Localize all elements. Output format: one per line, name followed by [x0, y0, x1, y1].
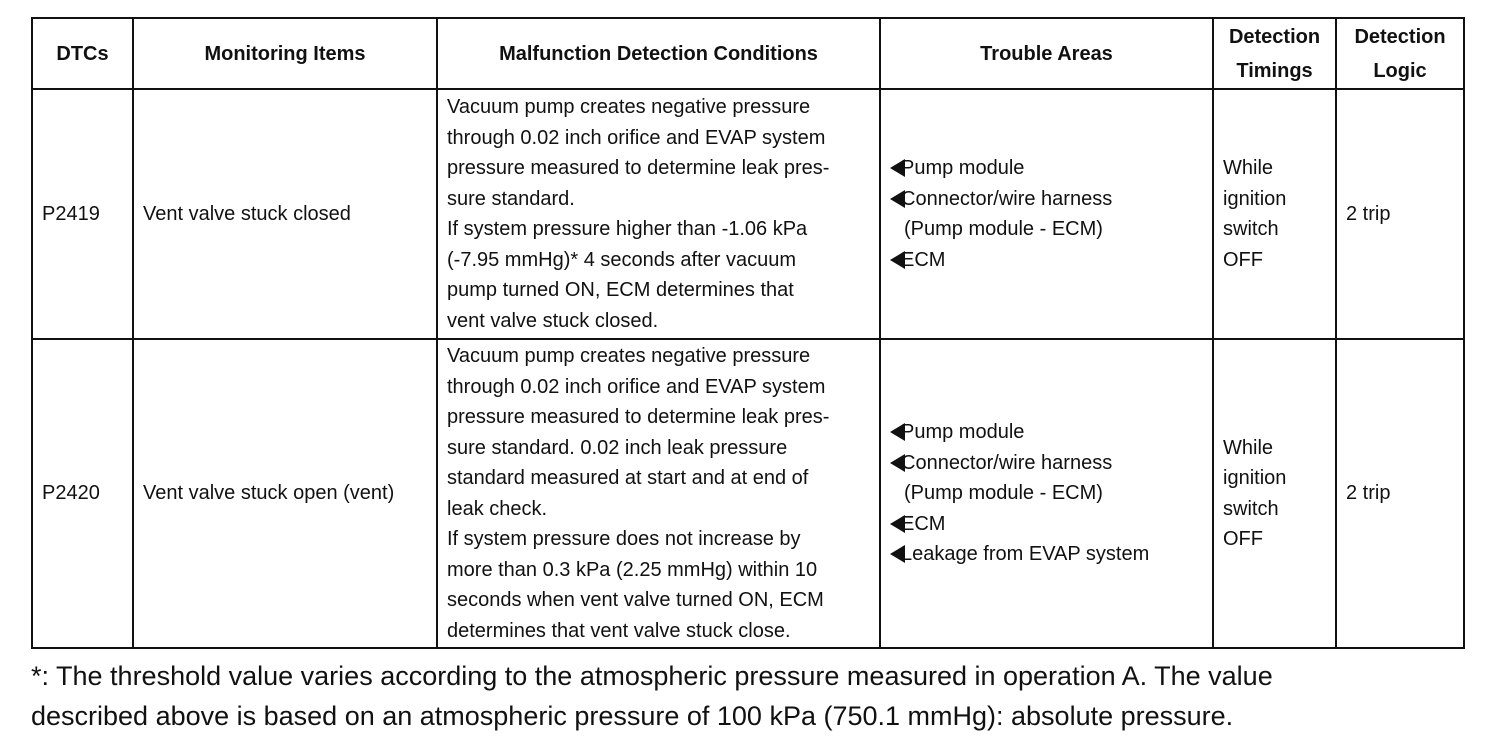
condition-line: standard measured at start and at end of	[447, 467, 809, 489]
header-detection-logic	[1336, 18, 1464, 89]
table-row	[32, 89, 1464, 339]
condition-line: determines that vent valve stuck close.	[447, 619, 791, 642]
trouble-area-item: ECM	[890, 245, 1203, 276]
trouble-area-continuation: (Pump module - ECM)	[904, 482, 1103, 505]
footnote	[31, 656, 1471, 736]
table-row	[32, 339, 1464, 648]
trouble-areas	[880, 339, 1213, 648]
condition-line: Vacuum pump creates negative pressure	[447, 345, 811, 367]
footnote-line: described above is based on an atmospheric pressure of 100 kPa (750.1 mmHg): absolute pressure.	[31, 701, 1234, 731]
dtc-table	[31, 17, 1465, 649]
condition-line: If system pressure higher than -1.06 kPa	[447, 218, 808, 240]
condition-line: sure standard.	[447, 187, 575, 210]
detection-logic: 2 trip	[1336, 339, 1464, 648]
condition-line: more than 0.3 kPa (2.25 mmHg) within 10	[447, 558, 818, 581]
header-logic-line1: Detection	[1354, 25, 1446, 48]
trouble-area-item: ECM	[890, 509, 1203, 540]
condition-line: vent valve stuck closed.	[447, 309, 659, 332]
header-monitoring-items: Monitoring Items	[133, 18, 437, 89]
header-logic-line2: Logic	[1373, 59, 1427, 82]
trouble-area-item: Connector/wire harness	[890, 184, 1203, 215]
condition-line: leak check.	[447, 497, 548, 520]
detection-logic: 2 trip	[1336, 89, 1464, 339]
header-timings-line2: Timings	[1236, 59, 1313, 82]
condition-line: sure standard. 0.02 inch leak pressure	[447, 436, 788, 459]
timing-line: OFF	[1223, 248, 1263, 271]
condition-line: seconds when vent valve turned ON, ECM	[447, 589, 824, 611]
trouble-areas	[880, 89, 1213, 339]
footnote-line: *: The threshold value varies according to the atmospheric pressure measured in operation A. The value	[31, 661, 1273, 691]
header-trouble-areas: Trouble Areas	[880, 18, 1213, 89]
condition-line: If system pressure does not increase by	[447, 528, 801, 550]
condition-line: pump turned ON, ECM determines that	[447, 279, 794, 301]
timing-line: ignition	[1223, 467, 1287, 489]
trouble-area-item: Pump module	[890, 417, 1203, 448]
header-dtcs: DTCs	[32, 18, 133, 89]
timing-line: OFF	[1223, 528, 1263, 550]
trouble-area-item: Leakage from EVAP system	[890, 539, 1203, 570]
timing-line: While	[1223, 436, 1274, 459]
detection-timing	[1213, 339, 1336, 648]
header-row	[32, 18, 1464, 89]
trouble-area-item: Pump module	[890, 153, 1203, 184]
timing-line: switch	[1223, 497, 1279, 520]
timing-line: switch	[1223, 218, 1279, 240]
dtc-code: P2420	[32, 339, 133, 648]
condition-line: pressure measured to determine leak pres-	[447, 157, 830, 179]
header-detection-timings	[1213, 18, 1336, 89]
detection-conditions	[437, 89, 880, 339]
timing-line: ignition	[1223, 187, 1287, 210]
condition-line: through 0.02 inch orifice and EVAP system	[447, 375, 826, 398]
condition-line: pressure measured to determine leak pres-	[447, 406, 830, 428]
monitoring-item: Vent valve stuck open (vent)	[133, 339, 437, 648]
dtc-code: P2419	[32, 89, 133, 339]
monitoring-item: Vent valve stuck closed	[133, 89, 437, 339]
condition-line: through 0.02 inch orifice and EVAP system	[447, 126, 826, 149]
trouble-area-continuation: (Pump module - ECM)	[904, 218, 1103, 240]
header-timings-line1: Detection	[1228, 25, 1321, 48]
condition-line: (-7.95 mmHg)* 4 seconds after vacuum	[447, 248, 797, 271]
detection-timing	[1213, 89, 1336, 339]
condition-line: Vacuum pump creates negative pressure	[447, 96, 811, 118]
detection-conditions	[437, 339, 880, 648]
trouble-area-item: Connector/wire harness	[890, 448, 1203, 479]
timing-line: While	[1223, 157, 1274, 179]
header-conditions: Malfunction Detection Conditions	[437, 18, 880, 89]
